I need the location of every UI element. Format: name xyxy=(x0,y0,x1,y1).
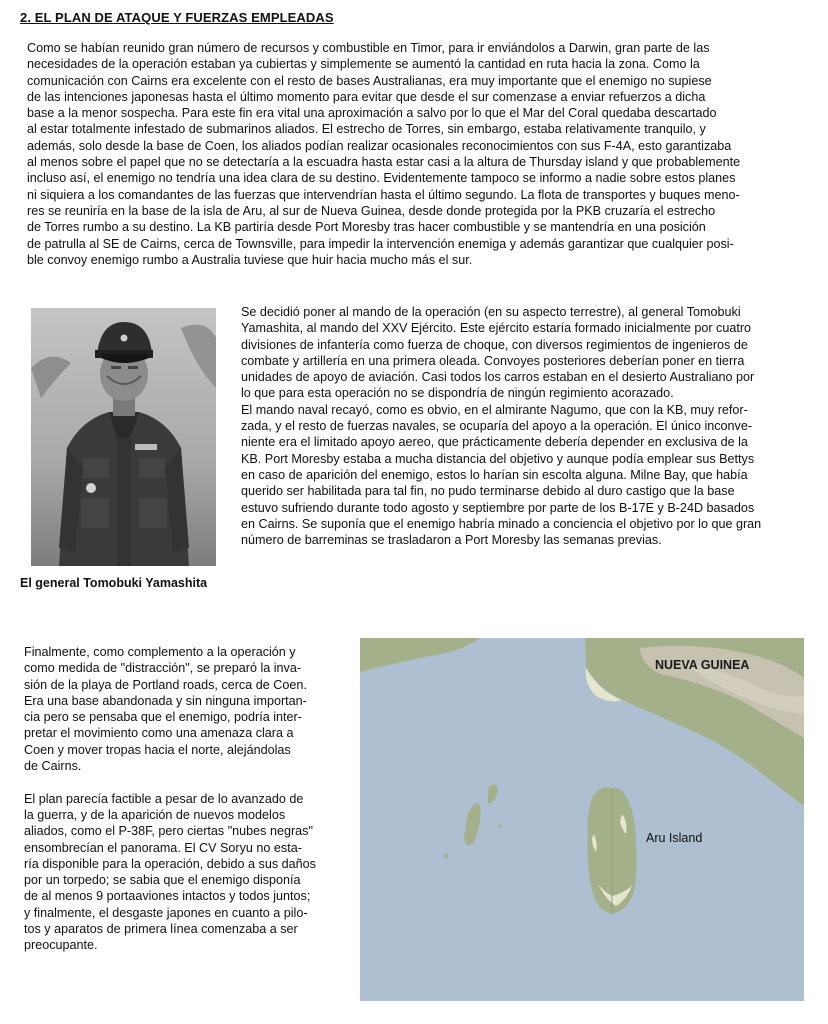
photo-caption: El general Tomobuki Yamashita xyxy=(20,576,208,590)
section-heading: 2. EL PLAN DE ATAQUE Y FUERZAS EMPLEADAS xyxy=(20,10,334,25)
command-paragraph: Se decidió poner al mando de la operación (en su aspecto terrestre), al general Tomobuki Yamashita, al mando del XXV Ejército. Este ejército estaría formado inicialmente por cuatro divisiones de infantería como fuerza de choque, con diversos regimientos de ingenieros de combate y artillería en una primera oleada. Convoyes posteriores deberían poner en tierra unidades de apoyo de aviación. Casi todos los carros estaban en el desierto Australiano por lo que para esta operación no se dispondría de ningún regimiento acorazado. El mando naval recayó, como es obvio, en el almirante Nagumo, que con la KB, muy refor- zada, y el resto de fuerzas navales, se ocuparía del apoyo a la operación. El único inconve- niente era el limitado apoyo aereo, que prácticamente debería depender en exclusiva de la KB. Port Moresby estaba a mucha distancia del objetivo y aunque podía emplear sus Bettys en caso de aparición del enemigo, estos lo harían sin escolta alguna. Milne Bay, que había querido ser habilitada para tal fin, no pudo terminarse debido al duro castigo que la base estuvo sufriendo durante todo agosto y septiembre por parte de los B-17E y B-24D basados en Cairns. Se suponía que el enemigo habría minado a conciencia el objetivo por lo que gran número de barreminas se trasladaron a Port Moresby las semanas previas. xyxy=(241,305,762,548)
aru-island-map xyxy=(360,638,804,1001)
map-label-nueva-guinea: NUEVA GUINEA xyxy=(655,658,750,672)
final-paragraph: Finalmente, como complemento a la operación y como medida de "distracción", se preparó la inva- sión de la playa de Portland roads, cerca de Coen. Era una base abandonada y sin ninguna importan- cia pero se pensaba que el enemigo, podría inter- pretar el movimiento como una amenaza clara a Coen y mover tropas hacia el norte, alejándolas de Cairns. El plan parecía factible a pesar de lo avanzado de la guerra, y de la aparición de nuevos modelos aliados, como el P-38F, pero ciertas "nubes negras" ensombrecían el panorama. El CV Soryu no esta- ría disponible para la operación, debido a sus daños por un torpedo; se sabia que el enemigo disponía de al menos 9 portaaviones intactos y todos juntos; y finalmente, el desgaste japones en cuanto a pilo- tos y aparatos de primera línea comenzaba a ser preocupante. xyxy=(24,645,316,953)
general-portrait-photo xyxy=(31,308,216,566)
intro-paragraph: Como se habían reunido gran número de recursos y combustible en Timor, para ir enviándolos a Darwin, gran parte de las necesidades de la operación estaban ya cubiertas y simplemente se aumentó la cantidad en ruta hacia la zona. Como la comunicación con Cairns era excelente con el resto de bases Australianas, era muy importante que el enemigo no supiese de las intenciones japonesas hasta el último momento para evitar que desde el sur comenzase a enviar refuerzos a dicha base a la menor sospecha. Para este fin era vital una aproximación a salvo por lo que el Mar del Coral quedaba descartado al estar totalmente infestado de submarinos aliados. El estrecho de Torres, sin embargo, estaba relativamente tranquilo, y además, solo desde la base de Coen, los aliados podían realizar ocasionales reconocimientos con sus F-4A, esto garantizaba al menos sobre el papel que no se detectaría a la escuadra hasta estar casi a la altura de Thursday island y que probablemente incluso así, el enemigo no tendría una idea clara de su destino. Evidentemente tampoco se informo a nadie sobre estos planes ni siquiera a los comandantes de las fuerzas que intervendrían hasta el último segundo. La flota de transportes y buques meno- res se reuniría en la base de la isla de Aru, al sur de Nueva Guinea, desde donde protegida por la PKB cruzaría el estrecho de Torres rumbo a su destino. La KB partiría desde Port Moresby tras hacer combustible y se mantendría en una posición de patrulla al SE de Cairns, cerca de Townsville, para impedir la intervención enemiga y además garantizar que cualquier posi- ble convoy enemigo rumbo a Australia tuviese que huir hacia mucho más el sur. xyxy=(27,41,741,267)
portrait-image xyxy=(31,308,216,566)
map-label-aru-island: Aru Island xyxy=(646,831,703,845)
map-image xyxy=(360,638,804,1001)
